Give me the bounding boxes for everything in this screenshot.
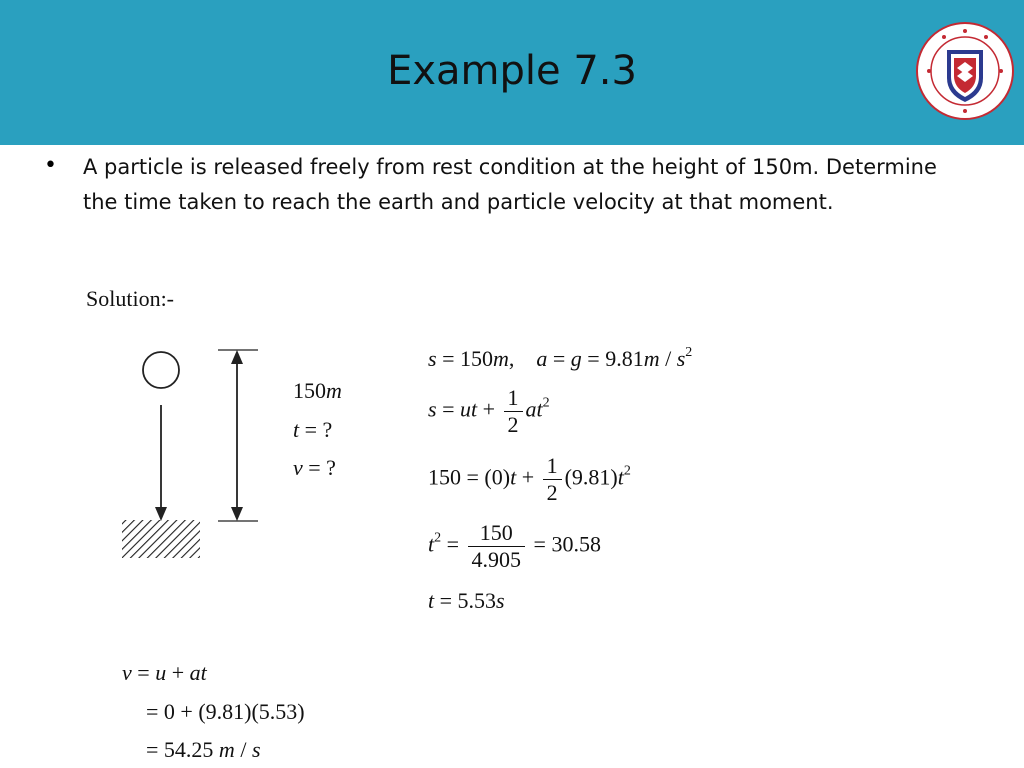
free-fall-diagram — [110, 340, 280, 570]
equation-t-squared: $t^2$ = $\frac{150}{4.905}$ = 30.58 — [428, 520, 601, 572]
particle-circle — [143, 352, 179, 388]
solution-heading: Solution:- — [86, 286, 175, 311]
height-label: 150m — [293, 378, 342, 403]
height-arrow-up — [231, 350, 243, 364]
velocity-substitution: = 0 + (9.81)(5.53) — [146, 699, 305, 724]
question-text: A particle is released freely from rest condition at the height of 150m. Determine the time taken to reach the earth and particle velocity at that moment. — [83, 155, 937, 214]
equation-kinematic: s = ut + $\frac{1}{2}$ $at^2$ — [428, 385, 550, 437]
velocity-label: v = ? — [293, 455, 336, 480]
fall-arrow-head — [155, 507, 167, 521]
fraction-half: $\frac{1}{2}$ — [543, 453, 562, 506]
equation-time-result: t = 5.53s — [428, 588, 505, 613]
equation-given-values: s = 150m, $a = g = 9.81m / s^2$ — [428, 345, 693, 371]
university-logo — [914, 20, 1016, 122]
fraction-150-over-4905: $\frac{150}{4.905}$ — [468, 520, 526, 573]
slide-title: Example 7.3 — [387, 48, 637, 94]
velocity-equation: v = u + at — [122, 660, 207, 685]
bullet-marker: • — [44, 153, 57, 178]
equation-substitution: 150 = (0)t + $\frac{1}{2}$ $(9.81)t^2$ — [428, 453, 631, 505]
fraction-half: $\frac{1}{2}$ — [504, 385, 523, 438]
height-arrow-down — [231, 507, 243, 521]
time-label: t = ? — [293, 417, 333, 442]
velocity-result: = 54.25 m / s — [146, 737, 261, 762]
ground-hatch — [122, 520, 200, 558]
